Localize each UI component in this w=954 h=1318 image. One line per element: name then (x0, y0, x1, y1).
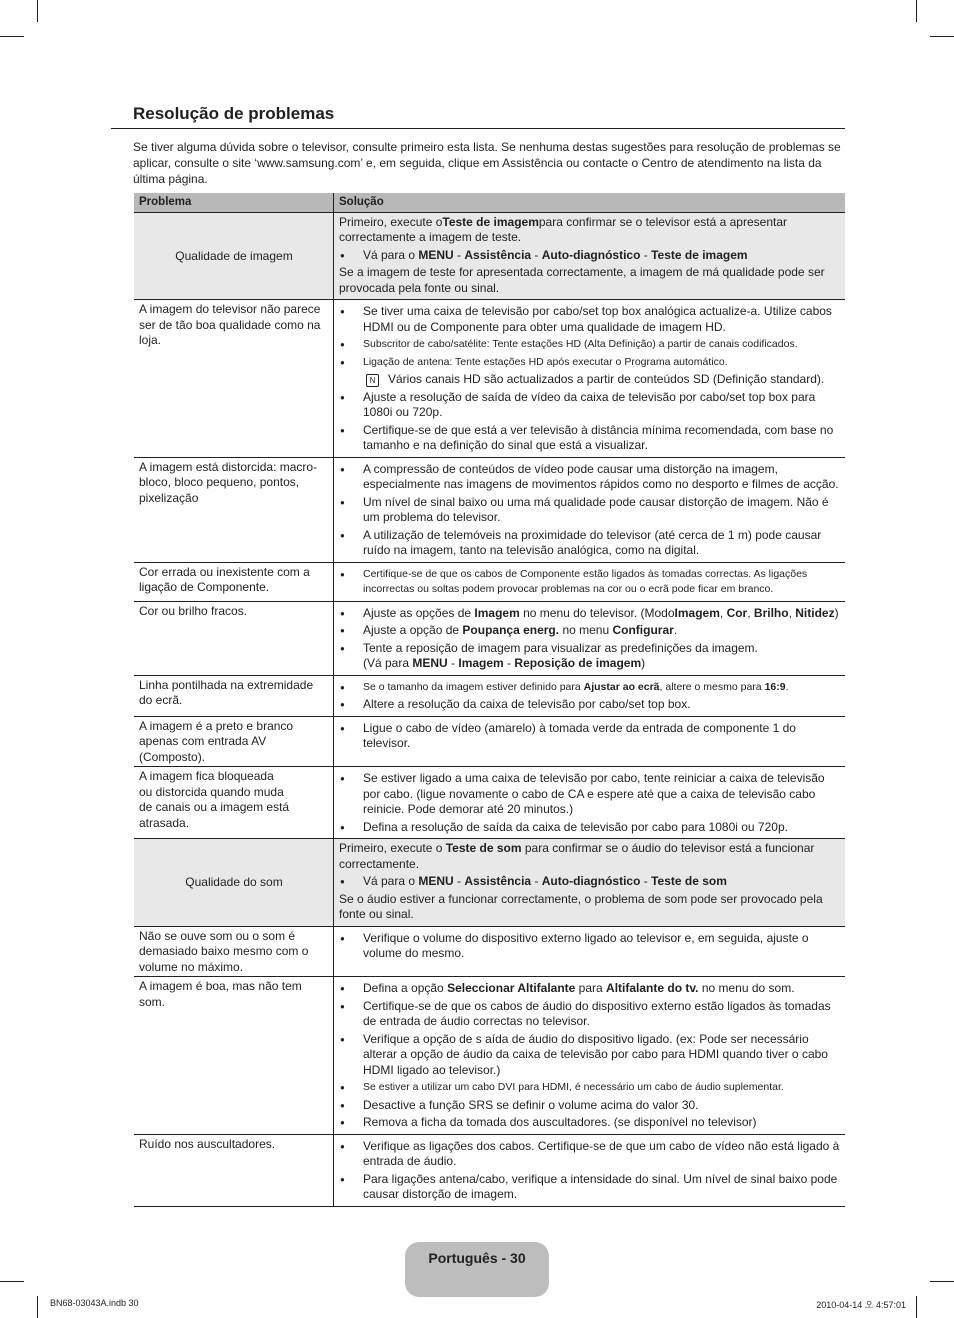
solution-cell (334, 300, 846, 458)
solution-cell (334, 457, 846, 562)
text-run: para (575, 981, 607, 995)
text-run: Se o áudio estiver a funcionar correctamente, o problema de som pode ser provocado pela fonte ou sinal. (339, 891, 823, 921)
solution-bullet (339, 981, 841, 997)
problem-cell (134, 977, 334, 1135)
solution-bullet (339, 680, 841, 696)
problem-text: Qualidade de imagem (175, 248, 293, 263)
text-run: para confirmar se o áudio do televisor está a funcionar correctamente. (339, 841, 815, 871)
solution-bullet (339, 528, 841, 559)
problem-text: Cor errada ou inexistente com a ligação de Componente. (139, 564, 310, 594)
solution-cell (334, 675, 846, 716)
table-row (134, 457, 845, 562)
solution-bullet (339, 999, 841, 1030)
bold-term: Teste de imagem (651, 247, 748, 262)
solution-paragraph (339, 215, 841, 246)
text-run: Defina a opção (363, 981, 448, 995)
text-run: Ligue o cabo de vídeo (amarelo) à tomada verde da entrada de componente 1 do televisor. (363, 720, 796, 750)
page-number: Português - 30 (428, 1250, 526, 1266)
text-run: Se estiver a utilizar um cabo DVI para HDMI, é necessário um cabo de áudio suplementar. (363, 1081, 784, 1093)
crop-mark (916, 1296, 917, 1318)
text-run: Certifique-se de que os cabos de Componente estão ligados às tomadas correctas. As ligações incorrectas ou soltas podem provocar problemas na cor ou o ecrã pode ficar em branco. (363, 567, 808, 595)
text-run: Certifique-se de que está a ver televisão à distância mínima recomendada, com base no tamanho e na definição do sinal que está a visualizar. (363, 422, 834, 452)
solution-bullet (339, 771, 841, 818)
problem-text: Ruído nos auscultadores. (139, 1136, 276, 1151)
bold-term: Teste de imagem (442, 214, 539, 229)
crop-mark (0, 1281, 24, 1282)
crop-mark (930, 1281, 954, 1282)
text-run: Se tiver uma caixa de televisão por cabo/set top box analógica actualize-a. Utilize cabos HDMI ou de Componente para obter uma qualidade de imagem HD. (363, 304, 832, 334)
bold-term: Teste de som (651, 874, 727, 888)
text-run: Ajuste a resolução de saída de vídeo da caixa de televisão por cabo/set top box para 1080i ou 720p. (363, 389, 816, 419)
text-run: Defina a resolução de saída da caixa de televisão por cabo para 1080i ou 720p. (363, 819, 788, 834)
table-row (134, 1134, 845, 1206)
solution-bullet (339, 1139, 841, 1170)
bold-term: Imagem (474, 605, 520, 620)
text-run: Verifique o volume do dispositivo externo ligado ao televisor e, em seguida, ajuste o volume do mesmo. (363, 930, 809, 960)
text-run: ) (834, 605, 839, 620)
bold-term: Altifalante do tv. (606, 981, 699, 995)
bold-term: Configurar (612, 623, 674, 637)
header-solution: Solução (334, 193, 846, 212)
bold-term: Ajustar ao ecrã (583, 680, 660, 693)
problem-cell (134, 212, 334, 300)
text-run: Primeiro, execute o (339, 214, 443, 229)
bold-term: Reposição de imagem (514, 656, 642, 670)
text-run: no menu (559, 623, 613, 637)
bold-term: Auto-diagnóstico (541, 874, 641, 888)
solution-bullet (339, 931, 841, 962)
text-run: , (788, 605, 796, 620)
solution-bullet (339, 721, 841, 752)
problem-text: A imagem do televisor não parece ser de tão boa qualidade como na loja. (139, 302, 321, 347)
table-row (134, 839, 845, 927)
solution-bullet (339, 355, 841, 371)
table-body (134, 193, 845, 1206)
solution-bullet (339, 462, 841, 493)
text-run: . (673, 623, 678, 637)
section-header (111, 104, 845, 129)
problem-text: A imagem é boa, mas não tem som. (139, 979, 302, 1009)
solution-bullet (339, 304, 841, 335)
solution-cell (334, 562, 846, 601)
bold-term: Seleccionar Altifalante (447, 981, 576, 995)
problem-cell (134, 675, 334, 716)
bold-term: Assistência (464, 247, 532, 262)
problem-text: Linha pontilhada na extremidade do ecrã. (139, 677, 314, 707)
text-run: Certifique-se de que os cabos de áudio do dispositivo externo estão ligados às tomadas de entrada de áudio correctas no televisor. (363, 998, 831, 1028)
table-row (134, 562, 845, 601)
solution-bullet (339, 1098, 841, 1114)
crop-mark (37, 1296, 38, 1318)
solution-bullet (339, 390, 841, 421)
text-run: A utilização de telemóveis na proximidade do televisor (até cerca de 1 m) pode causar ruído na imagem, tanto na televisão analógica, como na digital. (363, 527, 822, 557)
bold-term: Imagem (674, 605, 720, 620)
crop-mark (37, 0, 38, 22)
solution-note (339, 372, 841, 388)
text-run: - (531, 874, 542, 888)
solution-cell (334, 977, 846, 1135)
text-run: Remova a ficha da tomada dos auscultadores. (se disponível no televisor) (363, 1115, 757, 1129)
bold-term: Cor (726, 605, 748, 620)
problem-text: Não se ouve som ou o som é demasiado baixo mesmo com o volume no máximo. (139, 928, 309, 974)
bold-term: Auto-diagnóstico (541, 247, 641, 262)
page-number-tab (405, 1242, 549, 1297)
text-run: Ligação de antena: Tente estações HD após executar o Programa automático. (363, 355, 728, 368)
problem-cell (134, 601, 334, 675)
table-row (134, 601, 845, 675)
text-run: - (453, 874, 465, 888)
text-run: Tente a reposição de imagem para visualizar as predefinições da imagem. (363, 640, 758, 655)
crop-mark (930, 36, 954, 37)
solution-cell (334, 601, 846, 675)
text-run: - (503, 656, 515, 670)
table-header-row (134, 193, 845, 212)
problem-text: A imagem fica bloqueada ou distorcida quando muda de canais ou a imagem está atrasada. (139, 769, 290, 830)
crop-mark (0, 36, 24, 37)
problem-cell (134, 562, 334, 601)
footer-datetime: 2010-04-14 오 4:57:01 (816, 1300, 906, 1310)
text-run: Primeiro, execute o (339, 841, 446, 855)
bold-term: Imagem (458, 656, 504, 670)
bold-term: Poupança energ. (462, 623, 560, 637)
text-run: Se estiver ligado a uma caixa de televisão por cabo, tente reiniciar a caixa de televisão por cabo. (ligue novamente o cabo de CA e espere até que a caixa de televisão cabo reinicie. Pode demorar até 20 minutos.) (363, 771, 825, 816)
solution-bullet (339, 423, 841, 454)
bold-term: MENU (412, 656, 448, 670)
text-run: (Vá para (363, 656, 413, 670)
table-row (134, 767, 845, 839)
table-row (134, 675, 845, 716)
footer-filename: BN68-03043A.indb 30 (50, 1298, 139, 1308)
problem-cell (134, 839, 334, 927)
text-run: - (453, 247, 465, 262)
problem-cell (134, 300, 334, 458)
text-run: Verifique a opção de s aída de áudio do dispositivo ligado. (ex: Pode ser necessário alterar a opção de áudio da caixa de televisão por cabo para HDMI quando tiver o cabo HDMI ligado ao televisor.) (363, 1031, 828, 1077)
text-run: Ajuste as opções de (363, 605, 475, 620)
text-run: Ajuste a opção de (363, 623, 463, 637)
text-run: - (531, 247, 542, 262)
table-row (134, 716, 845, 767)
text-run: , altere o mesmo para (659, 680, 765, 693)
crop-mark (916, 0, 917, 22)
solution-cell (334, 1134, 846, 1206)
solution-cell (334, 212, 846, 300)
solution-bullet (339, 697, 841, 713)
table-row (134, 300, 845, 458)
problem-text: Qualidade do som (185, 875, 283, 889)
solution-bullet (339, 1115, 841, 1131)
bold-term: MENU (418, 874, 454, 888)
text-run: Subscritor de cabo/satélite: Tente estações HD (Alta Definição) a partir de canais codificados. (363, 338, 798, 350)
bold-term: MENU (418, 247, 454, 262)
text-run: Se a imagem de teste for apresentada correctamente, a imagem de má qualidade pode ser provocada pela fonte ou sinal. (339, 265, 825, 295)
solution-bullet (339, 567, 841, 598)
text-run: A compressão de conteúdos de vídeo pode causar uma distorção na imagem, especialmente nas imagens de movimentos rápidos como no desporto e filmes de acção. (363, 461, 839, 491)
table-row (134, 212, 845, 300)
solution-bullet (339, 641, 841, 672)
solution-bullet (339, 874, 841, 890)
solution-bullet (339, 1080, 841, 1096)
text-run: Vários canais HD são actualizados a partir de conteúdos SD (Definição standard). (388, 372, 825, 386)
text-run: Se o tamanho da imagem estiver definido para (363, 680, 584, 693)
bold-term: 16:9 (764, 680, 786, 693)
bold-term: Nitidez (795, 605, 835, 620)
solution-cell (334, 716, 846, 767)
bold-term: Teste de som (445, 841, 522, 855)
problem-text: A imagem está distorcida: macro-bloco, bloco pequeno, pontos, pixelização (139, 459, 318, 505)
text-run: Altere a resolução da caixa de televisão por cabo/set top box. (363, 697, 691, 711)
problem-cell (134, 926, 334, 977)
problem-cell (134, 716, 334, 767)
problem-text: A imagem é a preto e branco apenas com entrada AV (Composto). (139, 718, 294, 764)
text-run: - (447, 656, 459, 670)
solution-paragraph (339, 841, 841, 872)
solution-cell (334, 839, 846, 927)
text-run: no menu do som. (698, 981, 795, 995)
text-run: . (785, 680, 789, 693)
solution-bullet (339, 623, 841, 639)
solution-bullet (339, 337, 841, 353)
table-row (134, 926, 845, 977)
text-run: Desactive a função SRS se definir o volume acima do valor 30. (363, 1097, 699, 1112)
text-run: Vá para o (363, 247, 419, 262)
bold-term: Brilho (753, 605, 789, 620)
intro-paragraph: Se tiver alguma dúvida sobre o televisor, consulte primeiro esta lista. Se nenhuma destas sugestões para resolução de problemas se aplicar, consulte o site ‘www.samsung.com’ e, em seguida, clique em Assistência ou contacte o Centro de atendimento na lista da última página. (133, 140, 841, 186)
text-run: Vá para o (363, 874, 419, 888)
text-run: Verifique as ligações dos cabos. Certifique-se de que um cabo de vídeo não está ligado à entrada de áudio. (363, 1138, 840, 1168)
solution-bullet (339, 1172, 841, 1203)
solution-bullet (339, 495, 841, 526)
text-run: no menu do televisor. (Modo (519, 605, 675, 620)
table-row (134, 977, 845, 1135)
text-run: - (640, 874, 652, 888)
problem-text: Cor ou brilho fracos. (139, 603, 248, 618)
solution-paragraph (339, 265, 841, 296)
problem-cell (134, 457, 334, 562)
solution-cell (334, 767, 846, 839)
solution-bullet (339, 606, 841, 622)
text-run: , (719, 605, 727, 620)
problem-cell (134, 1134, 334, 1206)
text-run: Um nível de sinal baixo ou uma má qualidade pode causar distorção de imagem. Não é um problema do televisor. (363, 494, 829, 524)
solution-paragraph (339, 892, 841, 923)
section-title: Resolução de problemas (133, 104, 335, 123)
text-run: Para ligações antena/cabo, verifique a intensidade do sinal. Um nível de sinal baixo pode causar distorção de imagem. (363, 1171, 838, 1201)
header-problem: Problema (134, 193, 334, 212)
solution-bullet (339, 820, 841, 836)
text-run: para confirmar se o televisor está a apresentar correctamente a imagem de teste. (339, 214, 787, 244)
problem-cell (134, 767, 334, 839)
solution-bullet (339, 248, 841, 264)
solution-cell (334, 926, 846, 977)
text-run: , (747, 605, 754, 620)
troubleshooting-table (134, 193, 845, 1207)
bold-term: Assistência (464, 874, 532, 888)
solution-bullet (339, 1032, 841, 1079)
text-run: - (640, 247, 652, 262)
note-icon: N (366, 374, 379, 387)
text-run: ) (641, 656, 646, 670)
